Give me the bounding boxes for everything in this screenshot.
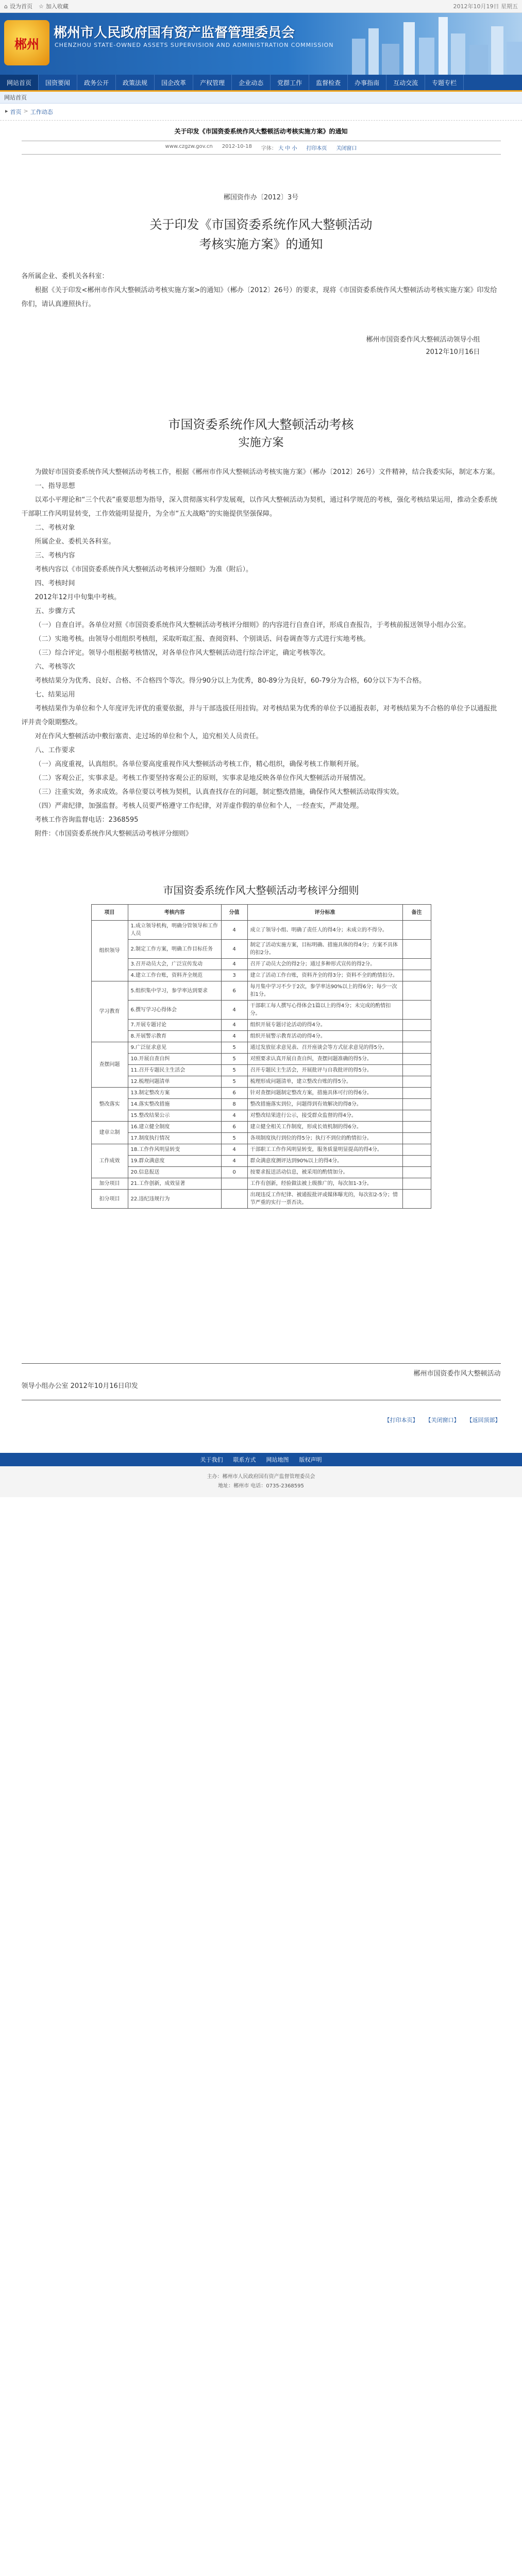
cell-content: 22.违纪违规行为 bbox=[128, 1190, 221, 1209]
table-row bbox=[91, 1042, 431, 1054]
section-heading: 三、考核内容 bbox=[35, 552, 75, 560]
meta-date: 2012-10-18 bbox=[222, 144, 252, 149]
section-heading: 四、考核时间 bbox=[35, 580, 75, 587]
cell-score: 6 bbox=[221, 981, 247, 1001]
copyright-block bbox=[0, 1466, 522, 1497]
signature-block bbox=[22, 334, 480, 359]
cell-project: 扣分项目 bbox=[91, 1190, 128, 1209]
cell-remark bbox=[402, 1042, 431, 1054]
col-remark: 备注 bbox=[402, 905, 431, 921]
footer-note bbox=[22, 1368, 501, 1393]
back-to-top-button[interactable]: 【返回顶部】 bbox=[466, 1417, 501, 1423]
cell-score: 5 bbox=[221, 1065, 247, 1076]
nav-item-supervision[interactable]: 监督检查 bbox=[309, 75, 348, 90]
cell-score: 4 bbox=[221, 940, 247, 959]
section-paragraph: 对在作风大整顿活动中敷衍塞责、走过场的单位和个人，追究相关人员责任。 bbox=[35, 733, 263, 740]
page-wrapper bbox=[0, 13, 522, 1497]
nav-item-enterprise[interactable]: 企业动态 bbox=[232, 75, 271, 90]
table-header-row bbox=[91, 905, 431, 921]
cell-remark bbox=[402, 1178, 431, 1190]
cell-standard: 对整改结果进行公示，接受群众监督的得4分。 bbox=[247, 1110, 402, 1122]
table-row bbox=[91, 1110, 431, 1122]
nav-item-gov-affairs[interactable]: 政务公开 bbox=[77, 75, 116, 90]
section-paragraph: 考核结果分为优秀、良好、合格、不合格四个等次。得分90分以上为优秀，80-89分为良好，60-79分为合格，60分以下为不合格。 bbox=[35, 677, 426, 685]
cell-remark bbox=[402, 1156, 431, 1167]
add-favorite-link[interactable]: ☆ 加入收藏 bbox=[38, 3, 69, 10]
cell-standard: 工作有创新，经验做法被上级推广的，每次加1-3分。 bbox=[247, 1178, 402, 1190]
main-nav bbox=[0, 75, 522, 92]
cell-standard: 制定了活动实施方案，目标明确、措施具体的得4分；方案不具体的扣2分。 bbox=[247, 940, 402, 959]
cell-remark bbox=[402, 940, 431, 959]
nav-item-guide[interactable]: 办事指南 bbox=[348, 75, 386, 90]
cell-score: 8 bbox=[221, 1099, 247, 1110]
breadcrumb-current[interactable]: 工作动态 bbox=[30, 109, 53, 115]
cell-remark bbox=[402, 1088, 431, 1099]
table-row bbox=[91, 1167, 431, 1178]
site-subtitle: CHENZHOU STATE-OWNED ASSETS SUPERVISION AND ADMINISTRATION COMMISSION bbox=[55, 42, 334, 48]
plan-body bbox=[22, 465, 501, 841]
cell-remark bbox=[402, 1031, 431, 1042]
table-row bbox=[91, 1178, 431, 1190]
attachment-footer bbox=[22, 1363, 501, 1400]
cell-standard: 干部职工每人撰写心得体会1篇以上的得4分；未完成的酌情扣分。 bbox=[247, 1001, 402, 1020]
cell-content: 18.工作作风明显转变 bbox=[128, 1144, 221, 1156]
divider bbox=[22, 1363, 501, 1364]
cell-remark bbox=[402, 970, 431, 981]
table-row bbox=[91, 1031, 431, 1042]
cell-content: 2.制定工作方案，明确工作目标任务 bbox=[128, 940, 221, 959]
cell-project: 建章立制 bbox=[91, 1122, 128, 1144]
cell-content: 5.组织集中学习，参学率达到要求 bbox=[128, 981, 221, 1001]
font-large-button[interactable]: 大 bbox=[278, 146, 284, 151]
score-table bbox=[91, 904, 431, 1209]
section-paragraph: 以邓小平理论和“三个代表”重要思想为指导，深入贯彻落实科学发展观，以作风大整顿活动为契机，通过科学规范的考核，强化考核结果运用，推动全委系统干部职工作风明显转变，工作效能明显提升，为全市“五大战略”的实施提供坚强保障。 bbox=[21, 496, 497, 518]
cell-project: 组织领导 bbox=[91, 921, 128, 981]
cell-project: 查摆问题 bbox=[91, 1042, 128, 1088]
cell-score bbox=[221, 1178, 247, 1190]
cell-content: 6.撰写学习心得体会 bbox=[128, 1001, 221, 1020]
site-banner bbox=[0, 13, 522, 75]
cell-remark bbox=[402, 1133, 431, 1144]
nav-item-news[interactable]: 国资要闻 bbox=[39, 75, 77, 90]
cell-remark bbox=[402, 959, 431, 970]
table-row bbox=[91, 1088, 431, 1099]
cell-standard: 梳理形成问题清单，建立整改台账的得5分。 bbox=[247, 1076, 402, 1088]
cell-content: 21.工作创新，成效显著 bbox=[128, 1178, 221, 1190]
cell-remark bbox=[402, 1001, 431, 1020]
cell-remark bbox=[402, 921, 431, 940]
cell-score: 5 bbox=[221, 1054, 247, 1065]
nav-item-property[interactable]: 产权管理 bbox=[193, 75, 232, 90]
sub-bar bbox=[0, 92, 522, 104]
section-heading: 二、考核对象 bbox=[35, 524, 75, 532]
article-tools bbox=[22, 1416, 501, 1424]
table-row bbox=[91, 1133, 431, 1144]
cell-score: 4 bbox=[221, 959, 247, 970]
copyright-line: 主办：郴州市人民政府国有资产监督管理委员会 bbox=[207, 1474, 315, 1480]
cell-standard: 每月集中学习不少于2次，参学率达90%以上的得6分；每少一次扣1分。 bbox=[247, 981, 402, 1001]
article-meta bbox=[22, 141, 501, 155]
cell-score: 4 bbox=[221, 1156, 247, 1167]
breadcrumb-separator: > bbox=[23, 108, 28, 114]
cell-standard: 干部职工工作作风明显转变，服务质量明显提高的得4分。 bbox=[247, 1144, 402, 1156]
notice-title: 关于印发《市国资委系统作风大整顿活动 考核实施方案》的通知 bbox=[149, 217, 373, 251]
home-icon: ⌂ bbox=[4, 3, 8, 10]
cell-score: 6 bbox=[221, 1122, 247, 1133]
section-paragraph: （一）自查自评。各单位对照《市国资委系统作风大整顿活动考核评分细则》的内容进行自查自评，形成自查报告，于考核前报送领导小组办公室。 bbox=[35, 621, 470, 629]
font-medium-button[interactable]: 中 bbox=[285, 146, 291, 151]
cell-score: 4 bbox=[221, 1031, 247, 1042]
section-paragraph: 所属企业、委机关各科室。 bbox=[35, 538, 115, 546]
section-paragraph: （二）实地考核。由领导小组组织考核组，采取听取汇报、查阅资料、个别谈话、问卷调查等方式进行实地考核。 bbox=[35, 635, 370, 643]
section-heading: 五、步骤方式 bbox=[35, 607, 75, 615]
attachment-line: 附件：《市国资委系统作风大整顿活动考核评分细则》 bbox=[35, 830, 193, 838]
cell-standard: 召开了动员大会的得2分；通过多种形式宣传的得2分。 bbox=[247, 959, 402, 970]
cell-score: 4 bbox=[221, 1110, 247, 1122]
table-title: 市国资委系统作风大整顿活动考核评分细则 bbox=[163, 884, 359, 896]
cell-standard: 召开专题民主生活会，开展批评与自我批评的得5分。 bbox=[247, 1065, 402, 1076]
table-row bbox=[91, 1001, 431, 1020]
print-button[interactable]: 【打印本页】 bbox=[384, 1417, 418, 1423]
table-row bbox=[91, 959, 431, 970]
article-title: 关于印发《市国资委系统作风大整顿活动考核实施方案》的通知 bbox=[174, 128, 348, 135]
set-home-link[interactable]: ⌂ 设为首页 bbox=[4, 3, 32, 10]
cell-content: 9.广泛征求意见 bbox=[128, 1042, 221, 1054]
footer-tail: 领导小组办公室 2012年10月16日印发 bbox=[21, 1382, 138, 1390]
skyline-image bbox=[336, 13, 522, 75]
section-paragraph: 2012年12月中旬集中考核。 bbox=[35, 594, 121, 601]
breadcrumb-pin-icon: ▸ bbox=[5, 108, 8, 114]
cell-standard: 对照要求认真开展自查自纠，查摆问题准确的得5分。 bbox=[247, 1054, 402, 1065]
meta-print-button[interactable]: 打印本页 bbox=[306, 146, 327, 151]
cell-content: 4.建立工作台账，资料齐全规范 bbox=[128, 970, 221, 981]
nav-item-reform[interactable]: 国企改革 bbox=[155, 75, 193, 90]
cell-project: 工作成效 bbox=[91, 1144, 128, 1178]
cell-standard: 针对查摆问题制定整改方案，措施具体可行的得6分。 bbox=[247, 1088, 402, 1099]
cell-remark bbox=[402, 1054, 431, 1065]
site-logo[interactable]: 郴州 bbox=[4, 20, 49, 65]
cell-remark bbox=[402, 1190, 431, 1209]
cell-standard: 通过发放征求意见表、召开座谈会等方式征求意见的得5分。 bbox=[247, 1042, 402, 1054]
cell-score: 4 bbox=[221, 1001, 247, 1020]
nav-item-policies[interactable]: 政策法规 bbox=[116, 75, 155, 90]
cell-remark bbox=[402, 1099, 431, 1110]
col-score: 分值 bbox=[221, 905, 247, 921]
cell-score: 6 bbox=[221, 1088, 247, 1099]
table-row bbox=[91, 1054, 431, 1065]
cell-standard: 组织开展警示教育活动的得4分。 bbox=[247, 1031, 402, 1042]
cell-content: 15.整改结果公示 bbox=[128, 1110, 221, 1122]
cell-content: 16.建立健全制度 bbox=[128, 1122, 221, 1133]
cell-content: 19.群众满意度 bbox=[128, 1156, 221, 1167]
cell-remark bbox=[402, 1076, 431, 1088]
bottom-link-sitemap[interactable]: 网站地图 bbox=[266, 1456, 289, 1463]
section-paragraph: （三）综合评定。领导小组根据考核情况，对各单位作风大整顿活动进行综合评定，确定考核等次。 bbox=[35, 649, 330, 657]
meta-site: www.czgzw.gov.cn bbox=[165, 144, 213, 149]
table-row bbox=[91, 1076, 431, 1088]
cell-score: 5 bbox=[221, 1042, 247, 1054]
section-paragraph: （三）注重实效，务求成效。各单位要以考核为契机，认真查找存在的问题，制定整改措施，确保作风大整顿活动取得实效。 bbox=[35, 788, 403, 796]
cell-content: 13.制定整改方案 bbox=[128, 1088, 221, 1099]
sign-org: 郴州市国资委作风大整顿活动领导小组 bbox=[366, 336, 480, 344]
col-project: 项目 bbox=[91, 905, 128, 921]
table-row bbox=[91, 1122, 431, 1133]
salutation: 各所属企业、委机关各科室： bbox=[21, 273, 109, 280]
meta-close-button[interactable]: 关闭窗口 bbox=[336, 146, 357, 151]
section-paragraph: （一）高度重视，认真组织。各单位要高度重视作风大整顿活动考核工作，精心组织，确保考核工作顺利开展。 bbox=[35, 760, 363, 768]
nav-item-party[interactable]: 党群工作 bbox=[271, 75, 309, 90]
cell-remark bbox=[402, 1065, 431, 1076]
cell-score: 0 bbox=[221, 1167, 247, 1178]
nav-item-interaction[interactable]: 互动交流 bbox=[386, 75, 425, 90]
cell-remark bbox=[402, 1020, 431, 1031]
cell-content: 7.开展专题讨论 bbox=[128, 1020, 221, 1031]
cell-standard: 群众满意度测评达到90%以上的得4分。 bbox=[247, 1156, 402, 1167]
top-date: 2012年10月19日 星期五 bbox=[453, 3, 518, 10]
notice-body bbox=[22, 269, 501, 311]
cell-content: 1.成立领导机构，明确分管领导和工作人员 bbox=[128, 921, 221, 940]
sub-bar-label[interactable]: 网站首页 bbox=[4, 94, 27, 101]
cell-standard: 出现违反工作纪律、被通报批评或媒体曝光的，每次扣2-5分；情节严重的实行一票否决。 bbox=[247, 1190, 402, 1209]
table-body bbox=[91, 921, 431, 1209]
section-heading: 一、指导思想 bbox=[35, 482, 75, 490]
site-title: 郴州市人民政府国有资产监督管理委员会 bbox=[54, 25, 295, 41]
footer-org: 郴州市国资委作风大整顿活动 bbox=[413, 1370, 501, 1378]
table-row bbox=[91, 921, 431, 940]
breadcrumb-home[interactable]: 首页 bbox=[10, 109, 22, 115]
cell-remark bbox=[402, 1144, 431, 1156]
cell-content: 14.落实整改措施 bbox=[128, 1099, 221, 1110]
cell-content: 11.召开专题民主生活会 bbox=[128, 1065, 221, 1076]
table-row bbox=[91, 1099, 431, 1110]
section-heading: 八、工作要求 bbox=[35, 747, 75, 754]
table-row bbox=[91, 1144, 431, 1156]
meta-font-size: 字体： 大 中 小 bbox=[261, 146, 297, 151]
table-row bbox=[91, 1190, 431, 1209]
section-heading: 六、考核等次 bbox=[35, 663, 75, 671]
star-icon: ☆ bbox=[38, 3, 44, 10]
plan-intro: 为做好市国资委系统作风大整顿活动考核工作，根据《郴州市作风大整顿活动考核实施方案》（郴办〔2012〕26号）文件精神，结合我委实际，制定本方案。 bbox=[35, 468, 499, 476]
sign-date: 2012年10月16日 bbox=[426, 348, 480, 356]
cell-remark bbox=[402, 1122, 431, 1133]
cell-content: 3.召开动员大会，广泛宣传发动 bbox=[128, 959, 221, 970]
bottom-link-copyright[interactable]: 版权声明 bbox=[299, 1456, 322, 1463]
plan-title: 市国资委系统作风大整顿活动考核 bbox=[168, 417, 354, 432]
table-row bbox=[91, 981, 431, 1001]
table-row bbox=[91, 1020, 431, 1031]
cell-standard: 各项制度执行到位的得5分；执行不到位的酌情扣分。 bbox=[247, 1133, 402, 1144]
section-paragraph: （四）严肃纪律，加强监督。考核人员要严格遵守工作纪律，对弄虚作假的单位和个人，一经查实，严肃处理。 bbox=[35, 802, 363, 810]
nav-item-home[interactable]: 网站首页 bbox=[0, 75, 39, 90]
cell-score bbox=[221, 1190, 247, 1209]
cell-content: 17.制度执行情况 bbox=[128, 1133, 221, 1144]
cell-score: 4 bbox=[221, 1144, 247, 1156]
bottom-link-contact[interactable]: 联系方式 bbox=[233, 1456, 256, 1463]
notice-paragraph: 根据《关于印发<郴州市作风大整顿活动考核实施方案>的通知》（郴办〔2012〕26号）的要求，现将《市国资委系统作风大整顿活动考核实施方案》印发给你们，请认真遵照执行。 bbox=[21, 286, 497, 308]
cell-remark bbox=[402, 1167, 431, 1178]
section-paragraph: 考核结果作为单位和个人年度评先评优的重要依据，并与干部选拔任用挂钩。对考核结果为优秀的单位予以通报表彰，对考核结果为不合格的单位予以通报批评并责令限期整改。 bbox=[21, 705, 497, 726]
cell-project: 学习教育 bbox=[91, 981, 128, 1042]
table-row bbox=[91, 1156, 431, 1167]
nav-item-topics[interactable]: 专题专栏 bbox=[425, 75, 464, 90]
bottom-nav bbox=[0, 1453, 522, 1466]
cell-remark bbox=[402, 981, 431, 1001]
copyright-line: 地址：郴州市 电话：0735-2368595 bbox=[218, 1483, 304, 1489]
table-row bbox=[91, 940, 431, 959]
cell-content: 12.梳理问题清单 bbox=[128, 1076, 221, 1088]
cell-project: 加分项目 bbox=[91, 1178, 128, 1190]
close-button[interactable]: 【关闭窗口】 bbox=[425, 1417, 460, 1423]
article bbox=[22, 121, 501, 1424]
cell-standard: 整改措施落实到位，问题得到有效解决的得8分。 bbox=[247, 1099, 402, 1110]
plan-subtitle: 实施方案 bbox=[238, 436, 284, 449]
cell-content: 20.信息报送 bbox=[128, 1167, 221, 1178]
cell-standard: 建立健全相关工作制度，形成长效机制的得6分。 bbox=[247, 1122, 402, 1133]
top-bar bbox=[0, 0, 522, 13]
contact-line: 考核工作咨询监督电话：2368595 bbox=[35, 816, 139, 824]
section-heading: 七、结果运用 bbox=[35, 691, 75, 699]
col-content: 考核内容 bbox=[128, 905, 221, 921]
col-standard: 评分标准 bbox=[247, 905, 402, 921]
cell-score: 3 bbox=[221, 970, 247, 981]
cell-content: 10.开展自查自纠 bbox=[128, 1054, 221, 1065]
cell-standard: 建立了活动工作台账，资料齐全的得3分；资料不全的酌情扣分。 bbox=[247, 970, 402, 981]
cell-score: 5 bbox=[221, 1076, 247, 1088]
font-small-button[interactable]: 小 bbox=[292, 146, 297, 151]
section-paragraph: （二）客观公正，实事求是。考核工作要坚持客观公正的原则，实事求是地反映各单位作风大整顿活动开展情况。 bbox=[35, 774, 370, 782]
cell-remark bbox=[402, 1110, 431, 1122]
cell-score: 5 bbox=[221, 1133, 247, 1144]
cell-score: 4 bbox=[221, 1020, 247, 1031]
cell-score: 4 bbox=[221, 921, 247, 940]
bottom-link-about[interactable]: 关于我们 bbox=[200, 1456, 223, 1463]
document-number: 郴国资作办〔2012〕3号 bbox=[223, 194, 299, 201]
cell-standard: 按要求报送活动信息，被采用的酌情加分。 bbox=[247, 1167, 402, 1178]
cell-standard: 组织开展专题讨论活动的得4分。 bbox=[247, 1020, 402, 1031]
section-paragraph: 考核内容以《市国资委系统作风大整顿活动考核评分细则》为准（附后）。 bbox=[35, 566, 253, 573]
breadcrumb bbox=[0, 104, 522, 121]
cell-standard: 成立了领导小组、明确了责任人的得4分；未成立的不得分。 bbox=[247, 921, 402, 940]
table-row bbox=[91, 1065, 431, 1076]
table-row bbox=[91, 970, 431, 981]
cell-content: 8.开展警示教育 bbox=[128, 1031, 221, 1042]
cell-project: 整改落实 bbox=[91, 1088, 128, 1122]
